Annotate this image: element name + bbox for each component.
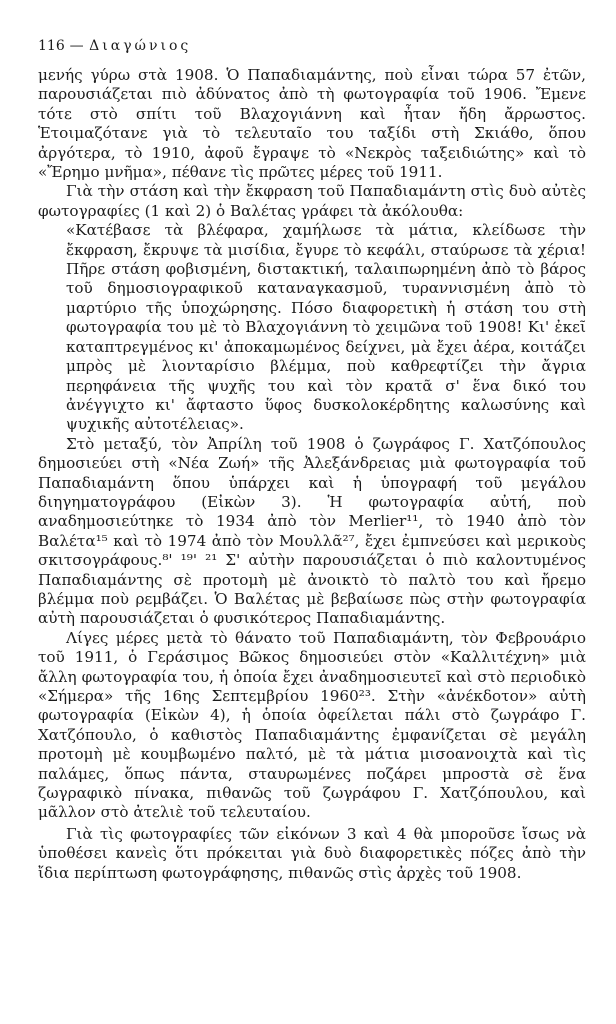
paragraph-vokos-photo: Λίγες μέρες μετὰ τὸ θάνατο τοῦ Παπαδιαμάντη, τὸν Φεβρουάριο τοῦ 1911, ὁ Γεράσιμος Βῶκος δημοσιεύει στὸν «Καλλιτέχνη» μιὰ ἄλλη φωτογραφία του, ἡ ὁποία ἔχει ἀναδημοσιευτεῖ καὶ στὸ περιοδικὸ «Σήμερα» τῆς 16ης Σεπτεμβρίου 1960²³. Στὴν «ἀνέκδοτον» αὐτὴ φωτογραφία (Εἰκὼν 4), ἡ ὁποία ὀφείλεται πάλι στὸ ζωγράφο Γ. Χατζόπουλο, ὁ καθιστὸς Παπαδιαμάντης ἐμφανίζεται σὲ μεγάλη προτομὴ μὲ κουμβωμένο παλτό, μὲ τὰ μάτια μισοανοιχτὰ καὶ τὶς παλάμες, ὅπως πάντα, σταυρωμένες ποζάρει μπροστὰ σὲ ἕνα ζωγραφικὸ πίνακα, πιθανῶς τοῦ ζωγράφου Γ. Χατζόπουλου, καὶ μᾶλλον στὸ ἀτελιὲ τοῦ τελευταίου. (38, 628, 586, 822)
book-page (38, 38, 586, 998)
body-text (38, 66, 586, 883)
block-quote: «Κατέβασε τὰ βλέφαρα, χαμήλωσε τὰ μάτια, κλείδωσε τὴν ἔκφραση, ἔκρυψε τὰ μισίδια, ἔγυρε τὸ κεφάλι, σταύρωσε τὰ χέρια! Πῆρε στάση φοβισμένη, διστακτική, ταλαιπωρημένη ἀπὸ τὸ βάρος τοῦ δημοσιογραφικοῦ καταναγκασμοῦ, τυραννισμένη ἀπὸ τὸ μαρτύριο τῆς ὑποχώρησης. Πόσο διαφορετικὴ ἡ στάση του στὴ φωτογραφία του μὲ τὸ Βλαχογιάννη τὸ χειμῶνα τοῦ 1908! Κι' ἐκεῖ καταπτρεγμένος κι' ἀποκαμωμένος δείχνει, μὰ ἔχει ἀέρα, κοιτάζει μπρὸς μὲ λιονταρίσιο βλέμμα, ποὺ καθρεφτίζει τὴν ἄγρια περηφάνεια τῆς ψυχῆς του καὶ τὸν κρατᾶ σ' ἕνα δικό του ἀνέγγιχτο κι' ἄφταστο ὕφος δυσκολοκέρδητης καλωσύνης καὶ ψυχικῆς αὐτοτέλειας». (66, 221, 586, 434)
page-number: 116 (38, 38, 65, 54)
header-separator: — (64, 38, 90, 54)
paragraph-intro-quote: Γιὰ τὴν στάση καὶ τὴν ἔκφραση τοῦ Παπαδιαμάντη στὶς δυὸ αὐτὲς φωτογραφίες (1 καὶ 2) ὁ Βαλέτας γράφει τὰ ἀκόλουθα: (38, 182, 586, 220)
running-header (38, 38, 586, 54)
paragraph-continuation: μενής γύρω στὰ 1908. Ὁ Παπαδιαμάντης, ποὺ εἶναι τώρα 57 ἐτῶν, παρουσιάζεται πιὸ ἀδύνατος ἀπὸ τὴ φωτογραφία τοῦ 1906. Ἔμενε τότε στὸ σπίτι τοῦ Βλαχογιάννη καὶ ἦταν ἤδη ἄρρωστος. Ἑτοιμαζότανε γιὰ τὸ τελευταῖο του ταξίδι στὴ Σκιάθο, ὅπου ἀργότερα, τὸ 1910, ἀφοῦ ἔγραψε τὸ «Νεκρὸς ταξειδιώτης» καὶ τὸ «Ἔρημο μνῆμα», πέθανε τὶς πρῶτες μέρες τοῦ 1911. (38, 66, 586, 182)
paragraph-conclusion: Γιὰ τὶς φωτογραφίες τῶν εἰκόνων 3 καὶ 4 θὰ μποροῦσε ἴσως νὰ ὑποθέσει κανεὶς ὅτι πρόκειται γιὰ δυὸ διαφορετικὲς πόζες ἀπὸ τὴν ἴδια περίπτωση φωτογράφησης, πιθανῶς στὶς ἀρχὲς τοῦ 1908. (38, 824, 586, 882)
section-title: Διαγώνιος (89, 38, 192, 54)
paragraph-hatzopoulos-photo: Στὸ μεταξύ, τὸν Ἀπρίλη τοῦ 1908 ὁ ζωγράφος Γ. Χατζόπουλος δημοσιεύει στὴ «Νέα Ζωή» τῆς Ἀλεξάνδρειας μιὰ φωτογραφία τοῦ Παπαδιαμάντη ὅπου ὑπάρχει καὶ ἡ ὑπογραφή τοῦ μεγάλου διηγηματογράφου (Εἰκὼν 3). Ἡ φωτογραφία αὐτή, ποὺ αναδημοσιεύτηκε τὸ 1934 ἀπὸ τὸν Merlier¹¹, τὸ 1940 ἀπὸ τὸν Βαλέτα¹⁵ καὶ τὸ 1974 ἀπὸ τὸν Μουλλᾶ²⁷, ἔχει ἐμπνεύσει καὶ μερικοὺς σκιτσογράφους.⁸' ¹⁹' ²¹ Σ' αὐτὴν παρουσιάζεται ὁ πιὸ καλοντυμένος Παπαδιαμάντης σὲ προτομὴ μὲ ἀνοικτὸ τὸ παλτὸ του καὶ ἤρεμο βλέμμα ποὺ ρεμβάζει. Ὁ Βαλέτας μὲ βεβαίωσε πὼς στὴν φωτογραφία αὐτὴ παρουσιάζεται ὁ φυσικότερος Παπαδιαμάντης. (38, 434, 586, 628)
